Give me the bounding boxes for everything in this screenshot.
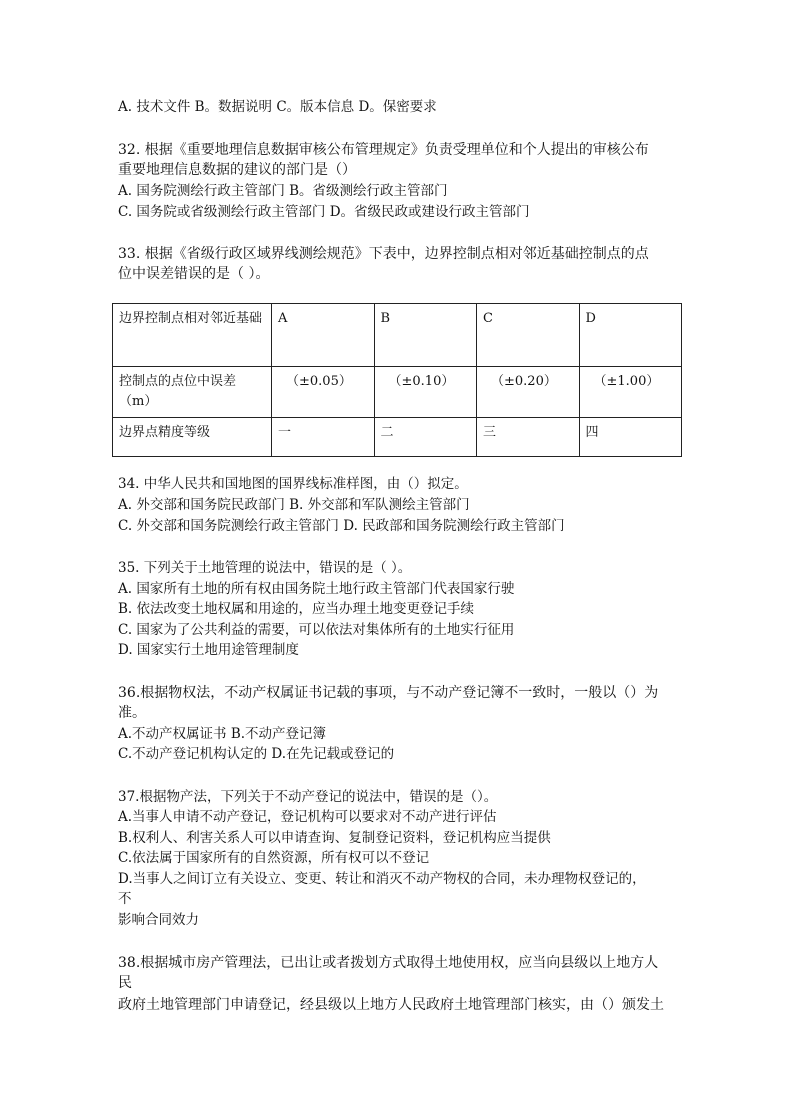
q35-stem: 35. 下列关于土地管理的说法中，错误的是（ ）。	[118, 560, 412, 576]
table-cell: （±1.00）	[579, 367, 682, 418]
q37-option-d-line3: 影响合同效力	[118, 912, 199, 928]
q38-stem-line3: 政府土地管理部门申请登记，经县级以上地方人民政府土地管理部门核实，由（）颁发土	[118, 997, 664, 1013]
table-header-cell: A	[272, 304, 375, 367]
q33-stem-line1: 33. 根据《省级行政区域界线测绘规范》下表中，边界控制点相对邻近基础控制点的点	[118, 246, 649, 262]
table-cell: 四	[579, 418, 682, 457]
q37-option-d-line2: 不	[118, 891, 132, 907]
table-cell: 边界点精度等级	[113, 418, 272, 457]
table-row	[113, 367, 682, 418]
q31-options: A. 技术文件 B。数据说明 C。版本信息 D。保密要求	[118, 99, 437, 115]
table-row	[113, 304, 682, 367]
q38-stem-line2: 民	[118, 975, 132, 991]
table-cell: 一	[272, 418, 375, 457]
q33-stem-line2: 位中误差错误的是（ ）。	[118, 266, 270, 282]
q32-options-line2: C. 国务院或省级测绘行政主管部门 D。省级民政或建设行政主管部门	[118, 204, 530, 220]
q37-stem: 37.根据物产法，下列关于不动产登记的说法中，错误的是（）。	[118, 789, 498, 805]
q32-stem-line2: 重要地理信息数据的建议的部门是（）	[118, 162, 356, 178]
q32-options-line1: A. 国务院测绘行政主管部门 B。省级测绘行政主管部门	[118, 183, 448, 199]
q36-stem-line2: 准。	[118, 705, 146, 721]
table-header-cell: B	[374, 304, 477, 367]
table-cell: 三	[477, 418, 580, 457]
q36-options-line1: A.不动产权属证书 B.不动产登记簿	[118, 726, 327, 742]
table-header-cell: D	[579, 304, 682, 367]
table-cell: 控制点的点位中误差（m）	[113, 367, 272, 418]
q37-option-a: A.当事人申请不动产登记，登记机构可以要求对不动产进行评估	[118, 809, 497, 825]
table-cell: （±0.05）	[272, 367, 375, 418]
table-header-cell: C	[477, 304, 580, 367]
q36-options-line2: C.不动产登记机构认定的 D.在先记载或登记的	[118, 746, 395, 762]
q33-table	[112, 303, 682, 457]
q37-option-c: C.依法属于国家所有的自然资源，所有权可以不登记	[118, 850, 430, 866]
q34-stem: 34. 中华人民共和国地图的国界线标准样图，由（）拟定。	[118, 476, 468, 492]
q35-option-d: D. 国家实行土地用途管理制度	[118, 642, 299, 658]
q32-stem-line1: 32. 根据《重要地理信息数据审核公布管理规定》负责受理单位和个人提出的审核公布	[118, 142, 649, 158]
table-row	[113, 418, 682, 457]
table-cell: （±0.10）	[374, 367, 477, 418]
q36-stem-line1: 36.根据物权法，不动产权属证书记载的事项，与不动产登记簿不一致时，一般以（）为	[118, 685, 659, 701]
table-cell: （±0.20）	[477, 367, 580, 418]
q35-option-b: B. 依法改变土地权属和用途的，应当办理土地变更登记手续	[118, 601, 475, 617]
q37-option-b: B.权利人、利害关系人可以申请查询、复制登记资料，登记机构应当提供	[118, 830, 551, 846]
q37-option-d-line1: D.当事人之间订立有关设立、变更、转让和消灭不动产物权的合同，未办理物权登记的，	[118, 871, 646, 887]
q34-options-line1: A. 外交部和国务院民政部门 B. 外交部和军队测绘主管部门	[118, 497, 470, 513]
q35-option-c: C. 国家为了公共利益的需要，可以依法对集体所有的土地实行征用	[118, 622, 515, 638]
table-header-cell: 边界控制点相对邻近基础	[113, 304, 272, 367]
q34-options-line2: C. 外交部和国务院测绘行政主管部门 D. 民政部和国务院测绘行政主管部门	[118, 518, 565, 534]
table-cell: 二	[374, 418, 477, 457]
q35-option-a: A. 国家所有土地的所有权由国务院土地行政主管部门代表国家行驶	[118, 581, 515, 597]
q38-stem-line1: 38.根据城市房产管理法，已出让或者拨划方式取得土地使用权，应当向县级以上地方人	[118, 955, 659, 971]
